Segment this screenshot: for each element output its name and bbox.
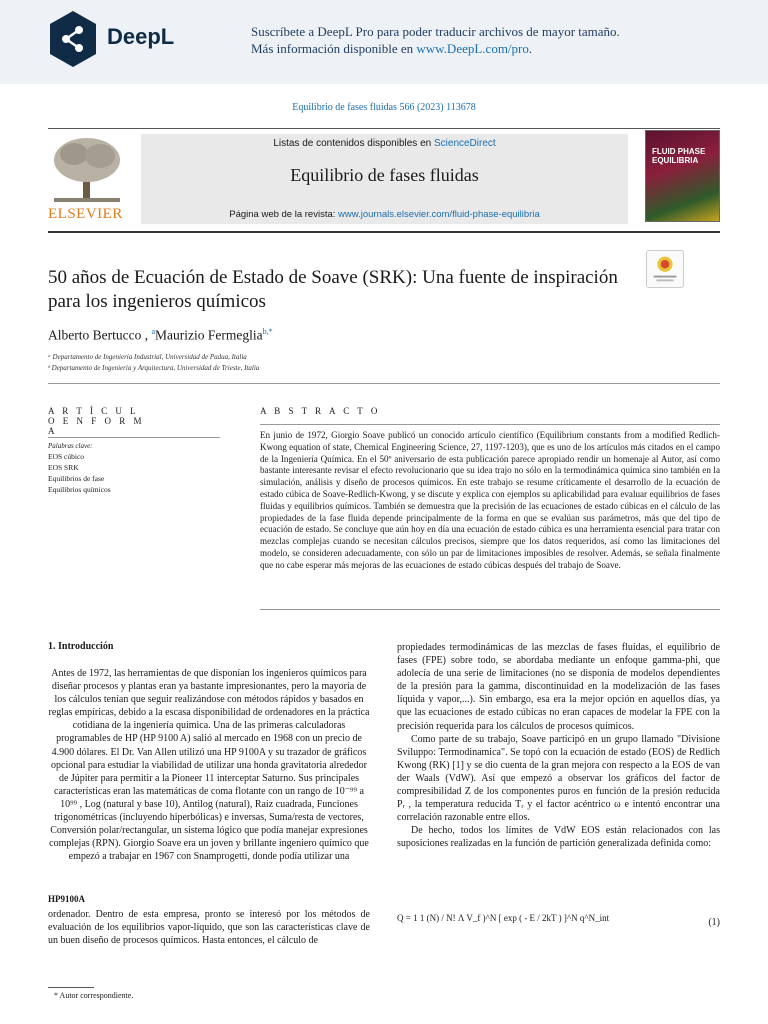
banner-info-line (251, 41, 532, 57)
intro-right-paragraph-2: Como parte de su trabajo, Soave participó en un grupo llamado "Divisione Sviluppo: Termodinamica". Se topó con la ecuación de estado (EOS) de Redlich Kwong (RK) [1] y se dio cuenta de la gran mejora con respecto a la EOS de van der Waals (VdW). Así que empezó a observar los gráficos del factor de compresibilidad Z de los componentes puros en función de la presión reducida Pᵣ , la temperatura reducida Tᵣ y el factor acéntrico ω e intentó encontrar una correlación razonable entre ellos. (397, 733, 720, 824)
homepage-prefix: Página web de la revista: (229, 209, 339, 220)
deepl-banner (0, 0, 768, 84)
intro-right-paragraph-3: De hecho, todos los límites de VdW EOS están relacionados con las suposiciones realizadas en la función de partición generalizada definida como: (397, 825, 720, 850)
hp-model-label: HP9100A (48, 894, 85, 904)
keyword-item: EOS SRK (48, 463, 79, 472)
intro-right-column (397, 641, 720, 851)
intro-left-paragraph (48, 667, 370, 863)
author-bertucco[interactable]: Alberto Bertucco (48, 327, 142, 343)
intro-right-paragraph-1: propiedades termodinámicas de las mezclas de fases fluidas, el equilibrio de fases (FPE) sobre todo, se abordaba mediante un enfoque gamma-phi, que adolecía de una serie de limitaciones (no se disponía de modelos dependientes de la presión para la gamma, discontinuidad en la modelización de las fases líquida y vapor,...). Sin embargo, esa era la mejor opción en aquellos días, ya que las ecuaciones de estado cúbicas no eran capaces de modelar la FPE con la precisión requerida para los cálculos de procesos químicos. (397, 642, 720, 732)
abstract-text: En junio de 1972, Giorgio Soave publicó un conocido artículo científico (Equilibrium constants from a modified Redlich- Kwong equation of state, Chemical Engineering Science, 27, 1197-1203), que es uno de los artículos más citados en el campo de la Ingeniería Química. En el 50º aniversario de esta publicación parece apropiado rendir un homenaje al Autor, así como bastante interesante revisar el efecto revolucionario que su idea trajo no sólo en la termodinámica química sino también en la simulación, análisis y diseño de procesos químicos. En este trabajo se resume críticamente el desarrollo de la ecuación de estado cúbica de Soave-Redlich-Kwong, y se discute y explica con ejemplos su aplicabilidad para evaluar equilibrios de fases fluidas y equilibrios químicos. También se demuestra que la precisión de las ecuaciones de estado cúbicas en el cálculo de las propiedades de la fase fluida depende principalmente de la forma en que se evalúan sus parámetros, más que del tipo de ecuación de estado. Se concluye que aún hoy en día una ecuación de estado cúbica es una herramienta esencial para tratar con mezclas complejas cuando se necesitan cálculos precisos, siempre que los datos requeridos, así como las limitaciones del modelo, se consideren adecuadamente, con sólo un par de limitaciones imposibles de resolver. Además, se señala finalmente que no cabe esperar más mejoras de las ecuaciones de estado cúbicas después del trabajo de Soave. (260, 430, 720, 570)
keyword-item: EOS cúbico (48, 452, 85, 461)
abstract-end-divider (260, 609, 720, 610)
banner-promo-text: Suscríbete a DeepL Pro para poder traducir archivos de mayor tamaño. (251, 24, 620, 39)
cover-title: FLUID PHASE EQUILIBRIA (652, 147, 706, 165)
keyword-item: Equilibrios de fase (48, 474, 105, 483)
journal-cover-image (645, 130, 720, 222)
check-for-updates-icon[interactable] (646, 250, 684, 288)
author-fermeglia[interactable]: Maurizio Fermeglia (155, 327, 263, 343)
equation-expression: Q = 1 1 (N) / N! Λ V_f )^N [ exp ( - E / 2kT ) ]^N q^N_int (397, 913, 610, 923)
article-info-divider (48, 437, 220, 438)
author2-affil-sup: b,* (262, 327, 273, 336)
elsevier-tree-logo-icon (48, 134, 126, 206)
keyword-item: Equilibrios químicos (48, 485, 111, 494)
banner-info-suffix: . (528, 41, 533, 56)
abstract-heading: A B S T R A C T O (260, 406, 381, 416)
affiliation-a: ᵃ Departamento de Ingeniería Industrial, Universidad de Padua, Italia (48, 353, 247, 361)
equation-1 (397, 903, 720, 939)
meta-divider (48, 383, 720, 384)
journal-header-box (141, 134, 628, 224)
corresponding-author-footnote: * Autor correspondiente. (54, 991, 134, 1000)
header-divider-bottom (48, 231, 720, 233)
abstract-divider (260, 424, 720, 425)
banner-info-prefix: Más información disponible en (251, 41, 417, 56)
author-line (48, 327, 273, 344)
footnote-divider (48, 987, 94, 988)
intro-paragraph-2: ordenador. Dentro de esta empresa, pronto se interesó por los métodos de evaluación de los equilibrios vapor-líquido, que son las características clave de un buen diseño de procesos químicos. Hasta entonces, el cálculo de (48, 909, 370, 947)
journal-title: Equilibrio de fases fluidas (290, 165, 479, 185)
author-separator: , (141, 327, 152, 343)
keywords-label: Palabras clave: (48, 442, 93, 450)
contents-prefix: Listas de contenidos disponibles en (273, 138, 434, 149)
article-info-heading: A R T Í C U L O E N F O R M A (48, 406, 145, 436)
sciencedirect-link[interactable]: ScienceDirect (433, 138, 496, 149)
journal-homepage-line (141, 209, 628, 220)
journal-homepage-link[interactable]: www.journals.elsevier.com/fluid-phase-equilibria (338, 209, 540, 220)
contents-available-line (141, 138, 628, 149)
section-heading-introduction: 1. Introducción (48, 641, 114, 652)
header-divider-top (48, 128, 720, 129)
intro-paragraph-1: Antes de 1972, las herramientas de que disponían los ingenieros químicos para diseñar procesos y plantas eran ya bastante impresionantes, pero la mayoría de los cálculos tenían que seguir realizándose con métodos rápidos y basados en reglas empíricas, debido a la escasa disponibilidad de ordenadores en la práctica cotidiana de la ingeniería química. Una de las primeras calculadoras programables de HP (HP 9100 A) salió al mercado en 1968 con un precio de 4.900 dólares. El Dr. Van Allen utilizó una HP 9100A y su trazador de gráficos opcional para estudiar la viabilidad de utilizar una honda gravitatoria alrededor de Júpiter para permitir a la Pioneer 11 interceptar Saturno. Sus principales características eran las matemáticas de coma flotante con un rango de 10⁻⁹⁹ a 10⁹⁹ , Log (natural y base 10), Antilog (natural), Raíz cuadrada, Funciones trigonométricas (incluyendo hiperbólicas) e inversas, Suma/resta de vectores, Conversión polar/rectangular, un sistema lógico que podía manejar expresiones complejas (RPN). Giorgio Soave era un joven y brillante ingeniero químico que empezó a trabajar en 1967 con Snamprogetti, donde podía utilizar una (48, 668, 370, 863)
author2-affil-marker: a (151, 327, 156, 336)
equation-number: (1) (708, 917, 720, 928)
deepl-logo-text[interactable]: DeepL (107, 24, 175, 49)
elsevier-wordmark: ELSEVIER (48, 206, 123, 222)
journal-citation-link[interactable]: Equilibrio de fases fluidas 566 (2023) 113678 (292, 102, 476, 113)
paper-title: 50 años de Ecuación de Estado de Soave (SRK): Una fuente de inspiración para los ingenieros químicos (48, 267, 618, 312)
deepl-pro-link[interactable]: www.DeepL.com/pro (416, 41, 529, 56)
deepl-logo-icon[interactable] (48, 10, 98, 68)
affiliation-b: ᵇ Departamento de Ingeniería y Arquitectura, Universidad de Trieste, Italia (48, 364, 260, 372)
